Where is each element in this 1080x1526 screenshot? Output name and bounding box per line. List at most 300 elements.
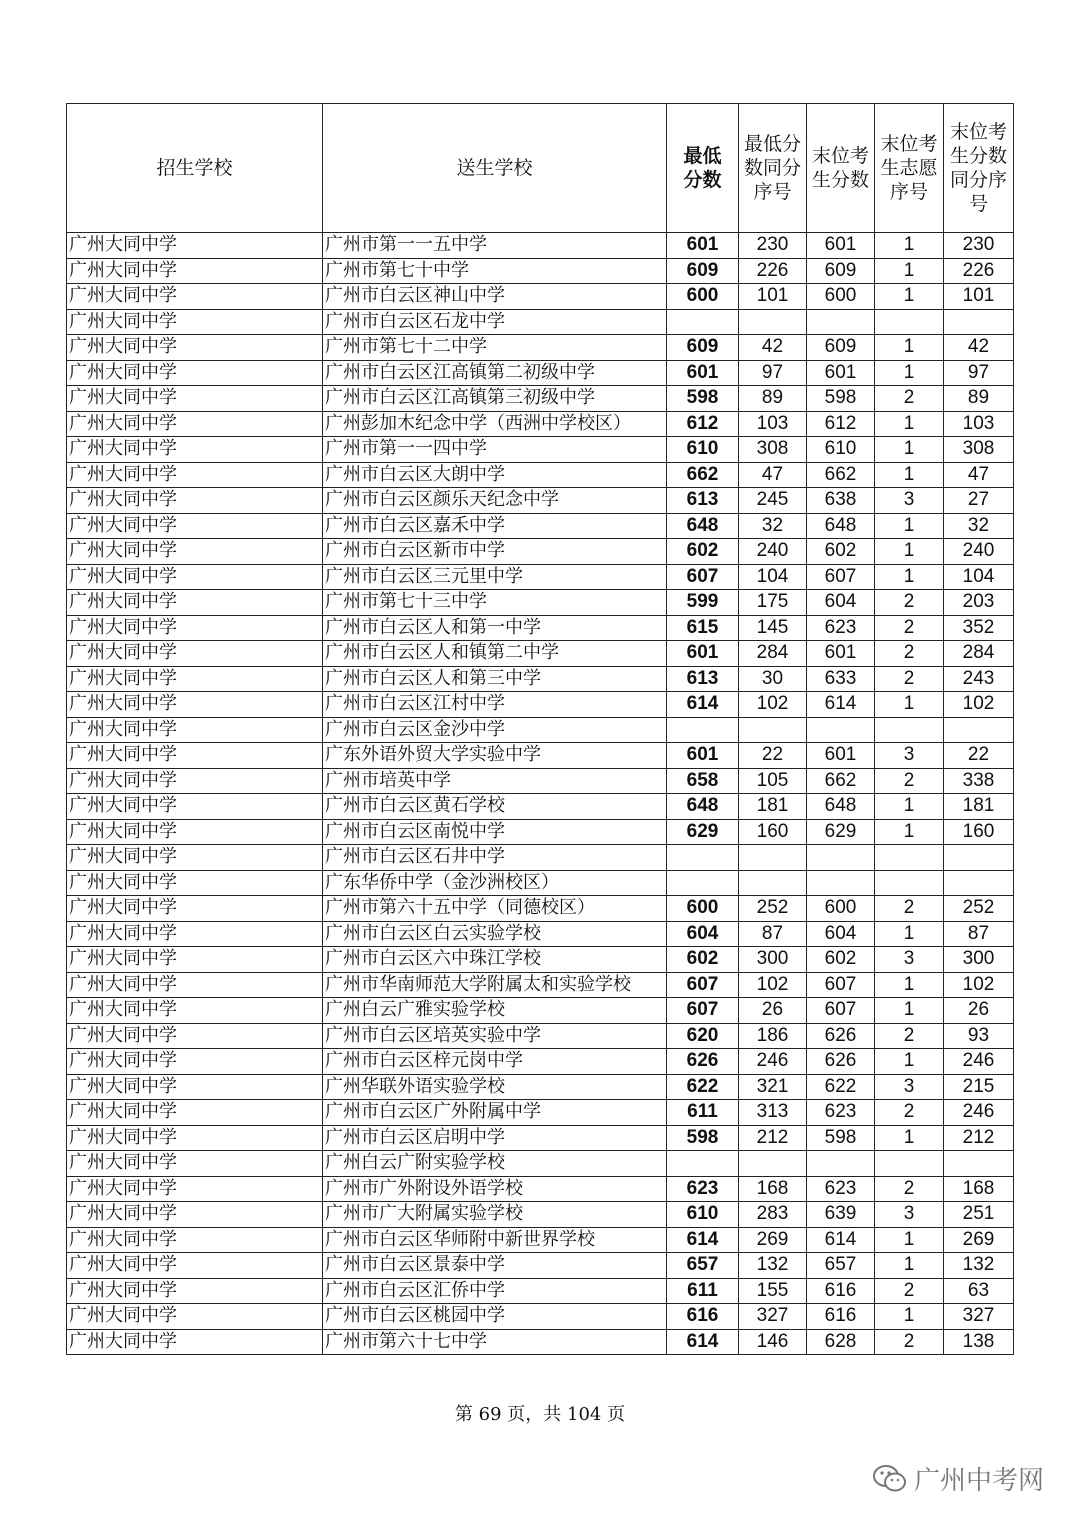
cell-last-wish-no: 1 xyxy=(875,437,944,463)
table-row xyxy=(67,794,1014,820)
cell-recruit-school: 广州大同中学 xyxy=(67,335,323,361)
cell-last-score: 602 xyxy=(807,539,875,565)
cell-last-wish-no: 2 xyxy=(875,1100,944,1126)
cell-sending-school: 广州市白云区启明中学 xyxy=(323,1125,667,1151)
cell-last-same-seq: 132 xyxy=(944,1253,1014,1279)
cell-last-score: 639 xyxy=(807,1202,875,1228)
cell-last-score: 616 xyxy=(807,1304,875,1330)
cell-min-score: 600 xyxy=(667,284,739,310)
cell-last-score: 648 xyxy=(807,794,875,820)
cell-last-score: 622 xyxy=(807,1074,875,1100)
table-row xyxy=(67,1278,1014,1304)
cell-recruit-school: 广州大同中学 xyxy=(67,717,323,743)
cell-last-same-seq xyxy=(944,717,1014,743)
cell-last-score: 623 xyxy=(807,615,875,641)
cell-last-wish-no: 2 xyxy=(875,615,944,641)
cell-recruit-school: 广州大同中学 xyxy=(67,921,323,947)
cell-last-score: 633 xyxy=(807,666,875,692)
cell-last-score xyxy=(807,309,875,335)
cell-last-same-seq: 47 xyxy=(944,462,1014,488)
cell-min-score-seq: 22 xyxy=(739,743,807,769)
cell-last-wish-no: 1 xyxy=(875,819,944,845)
cell-recruit-school: 广州大同中学 xyxy=(67,1329,323,1355)
cell-last-wish-no: 2 xyxy=(875,1329,944,1355)
watermark-text: 广州中考网 xyxy=(913,1466,1044,1496)
cell-min-score-seq: 89 xyxy=(739,386,807,412)
cell-recruit-school: 广州大同中学 xyxy=(67,641,323,667)
cell-last-score: 626 xyxy=(807,1023,875,1049)
table-row xyxy=(67,641,1014,667)
cell-last-score: 614 xyxy=(807,692,875,718)
cell-sending-school: 广州市白云区江高镇第三初级中学 xyxy=(323,386,667,412)
cell-sending-school: 广州市白云区华师附中新世界学校 xyxy=(323,1227,667,1253)
cell-last-same-seq: 284 xyxy=(944,641,1014,667)
cell-recruit-school: 广州大同中学 xyxy=(67,258,323,284)
cell-sending-school: 广州彭加木纪念中学（西洲中学校区） xyxy=(323,411,667,437)
cell-sending-school: 广州市白云区景泰中学 xyxy=(323,1253,667,1279)
cell-last-score: 657 xyxy=(807,1253,875,1279)
header-last-wish-no: 末位考生志愿序号 xyxy=(875,104,944,233)
cell-last-wish-no: 2 xyxy=(875,666,944,692)
cell-sending-school: 广州市第一一五中学 xyxy=(323,233,667,259)
cell-recruit-school: 广州大同中学 xyxy=(67,819,323,845)
table-row xyxy=(67,743,1014,769)
table-row xyxy=(67,768,1014,794)
cell-last-score: 604 xyxy=(807,921,875,947)
table-row xyxy=(67,1074,1014,1100)
table-header-row xyxy=(67,104,1014,233)
cell-last-score: 662 xyxy=(807,462,875,488)
cell-last-score: 648 xyxy=(807,513,875,539)
table-row xyxy=(67,921,1014,947)
cell-min-score: 610 xyxy=(667,1202,739,1228)
cell-min-score-seq: 101 xyxy=(739,284,807,310)
table-row xyxy=(67,947,1014,973)
header-last-same-seq: 末位考生分数同分序号 xyxy=(944,104,1014,233)
cell-last-same-seq: 338 xyxy=(944,768,1014,794)
cell-recruit-school: 广州大同中学 xyxy=(67,768,323,794)
cell-min-score-seq: 102 xyxy=(739,972,807,998)
cell-min-score: 601 xyxy=(667,360,739,386)
cell-last-same-seq: 32 xyxy=(944,513,1014,539)
cell-recruit-school: 广州大同中学 xyxy=(67,845,323,871)
table-row xyxy=(67,972,1014,998)
cell-recruit-school: 广州大同中学 xyxy=(67,411,323,437)
cell-last-same-seq: 251 xyxy=(944,1202,1014,1228)
cell-min-score: 604 xyxy=(667,921,739,947)
cell-min-score-seq: 212 xyxy=(739,1125,807,1151)
cell-recruit-school: 广州大同中学 xyxy=(67,1023,323,1049)
cell-recruit-school: 广州大同中学 xyxy=(67,233,323,259)
cell-min-score: 662 xyxy=(667,462,739,488)
table-row xyxy=(67,1100,1014,1126)
cell-recruit-school: 广州大同中学 xyxy=(67,1151,323,1177)
cell-min-score: 614 xyxy=(667,1227,739,1253)
cell-recruit-school: 广州大同中学 xyxy=(67,437,323,463)
cell-last-score: 598 xyxy=(807,386,875,412)
cell-last-score: 601 xyxy=(807,641,875,667)
cell-min-score: 600 xyxy=(667,896,739,922)
cell-last-wish-no: 2 xyxy=(875,1023,944,1049)
cell-sending-school: 广州市白云区大朗中学 xyxy=(323,462,667,488)
cell-min-score: 623 xyxy=(667,1176,739,1202)
cell-min-score-seq: 168 xyxy=(739,1176,807,1202)
cell-min-score-seq: 97 xyxy=(739,360,807,386)
cell-last-score: 616 xyxy=(807,1278,875,1304)
table-row xyxy=(67,666,1014,692)
header-min-score: 最低分数 xyxy=(667,104,739,233)
cell-min-score-seq: 102 xyxy=(739,692,807,718)
cell-sending-school: 广州市第七十中学 xyxy=(323,258,667,284)
cell-min-score-seq: 105 xyxy=(739,768,807,794)
cell-sending-school: 广州市白云区白云实验学校 xyxy=(323,921,667,947)
cell-last-wish-no: 1 xyxy=(875,360,944,386)
cell-last-same-seq: 168 xyxy=(944,1176,1014,1202)
cell-last-wish-no: 1 xyxy=(875,921,944,947)
table-row xyxy=(67,233,1014,259)
table-row xyxy=(67,1227,1014,1253)
cell-sending-school: 广州市第一一四中学 xyxy=(323,437,667,463)
cell-last-wish-no: 1 xyxy=(875,462,944,488)
cell-recruit-school: 广州大同中学 xyxy=(67,666,323,692)
cell-last-score: 601 xyxy=(807,360,875,386)
cell-last-score: 600 xyxy=(807,284,875,310)
header-recruit-school: 招生学校 xyxy=(67,104,323,233)
table-row xyxy=(67,1125,1014,1151)
cell-min-score-seq: 26 xyxy=(739,998,807,1024)
cell-min-score-seq: 313 xyxy=(739,1100,807,1126)
cell-last-wish-no: 1 xyxy=(875,284,944,310)
cell-min-score-seq: 42 xyxy=(739,335,807,361)
cell-min-score: 607 xyxy=(667,972,739,998)
table-row xyxy=(67,1329,1014,1355)
cell-min-score: 612 xyxy=(667,411,739,437)
cell-last-same-seq: 215 xyxy=(944,1074,1014,1100)
cell-min-score: 626 xyxy=(667,1049,739,1075)
cell-min-score-seq: 145 xyxy=(739,615,807,641)
cell-last-same-seq: 101 xyxy=(944,284,1014,310)
cell-sending-school: 广州市培英中学 xyxy=(323,768,667,794)
table-row xyxy=(67,539,1014,565)
cell-min-score: 616 xyxy=(667,1304,739,1330)
cell-sending-school: 广州市白云区广外附属中学 xyxy=(323,1100,667,1126)
cell-last-wish-no: 1 xyxy=(875,1125,944,1151)
cell-min-score: 657 xyxy=(667,1253,739,1279)
header-last-score: 末位考生分数 xyxy=(807,104,875,233)
cell-recruit-school: 广州大同中学 xyxy=(67,692,323,718)
cell-min-score: 611 xyxy=(667,1100,739,1126)
cell-sending-school: 广州市白云区黄石学校 xyxy=(323,794,667,820)
cell-last-score: 610 xyxy=(807,437,875,463)
cell-min-score-seq: 240 xyxy=(739,539,807,565)
cell-last-wish-no: 3 xyxy=(875,743,944,769)
cell-last-score: 638 xyxy=(807,488,875,514)
cell-recruit-school: 广州大同中学 xyxy=(67,539,323,565)
cell-min-score: 622 xyxy=(667,1074,739,1100)
cell-min-score: 620 xyxy=(667,1023,739,1049)
cell-recruit-school: 广州大同中学 xyxy=(67,360,323,386)
cell-last-score: 623 xyxy=(807,1100,875,1126)
cell-min-score: 613 xyxy=(667,666,739,692)
cell-last-same-seq xyxy=(944,845,1014,871)
table-body xyxy=(67,233,1014,1355)
cell-min-score: 648 xyxy=(667,513,739,539)
cell-last-wish-no: 3 xyxy=(875,488,944,514)
cell-last-score: 601 xyxy=(807,743,875,769)
cell-last-score: 609 xyxy=(807,258,875,284)
cell-sending-school: 广州市白云区人和第三中学 xyxy=(323,666,667,692)
cell-last-same-seq: 42 xyxy=(944,335,1014,361)
cell-min-score xyxy=(667,717,739,743)
table-row xyxy=(67,870,1014,896)
cell-min-score-seq: 30 xyxy=(739,666,807,692)
cell-min-score-seq: 226 xyxy=(739,258,807,284)
table-row xyxy=(67,717,1014,743)
cell-sending-school: 广州市白云区江村中学 xyxy=(323,692,667,718)
cell-min-score-seq xyxy=(739,870,807,896)
cell-last-same-seq: 89 xyxy=(944,386,1014,412)
cell-last-same-seq: 327 xyxy=(944,1304,1014,1330)
cell-sending-school: 广州市白云区梓元岗中学 xyxy=(323,1049,667,1075)
cell-last-wish-no: 2 xyxy=(875,590,944,616)
cell-min-score-seq: 245 xyxy=(739,488,807,514)
cell-last-wish-no: 2 xyxy=(875,641,944,667)
cell-last-wish-no: 1 xyxy=(875,1049,944,1075)
cell-min-score-seq xyxy=(739,845,807,871)
cell-last-wish-no: 2 xyxy=(875,386,944,412)
cell-recruit-school: 广州大同中学 xyxy=(67,1253,323,1279)
cell-last-score xyxy=(807,870,875,896)
cell-last-same-seq: 22 xyxy=(944,743,1014,769)
cell-last-score: 600 xyxy=(807,896,875,922)
table-row xyxy=(67,513,1014,539)
cell-last-same-seq: 97 xyxy=(944,360,1014,386)
cell-sending-school: 广东华侨中学（金沙洲校区） xyxy=(323,870,667,896)
cell-min-score xyxy=(667,870,739,896)
cell-last-same-seq: 102 xyxy=(944,692,1014,718)
cell-recruit-school: 广州大同中学 xyxy=(67,998,323,1024)
cell-last-wish-no: 2 xyxy=(875,1278,944,1304)
cell-recruit-school: 广州大同中学 xyxy=(67,513,323,539)
table-row xyxy=(67,845,1014,871)
cell-last-score: 628 xyxy=(807,1329,875,1355)
cell-last-score: 598 xyxy=(807,1125,875,1151)
cell-min-score-seq: 181 xyxy=(739,794,807,820)
cell-sending-school: 广州市广外附设外语学校 xyxy=(323,1176,667,1202)
cell-min-score-seq: 300 xyxy=(739,947,807,973)
cell-last-score: 626 xyxy=(807,1049,875,1075)
cell-min-score: 610 xyxy=(667,437,739,463)
cell-recruit-school: 广州大同中学 xyxy=(67,972,323,998)
cell-sending-school: 广州市白云区石井中学 xyxy=(323,845,667,871)
cell-last-wish-no xyxy=(875,870,944,896)
cell-min-score: 629 xyxy=(667,819,739,845)
cell-last-wish-no: 3 xyxy=(875,1074,944,1100)
cell-last-wish-no: 3 xyxy=(875,1202,944,1228)
cell-min-score: 614 xyxy=(667,1329,739,1355)
cell-min-score: 613 xyxy=(667,488,739,514)
cell-last-same-seq: 300 xyxy=(944,947,1014,973)
cell-sending-school: 广州华联外语实验学校 xyxy=(323,1074,667,1100)
page-footer: 第 69 页，共 104 页 xyxy=(454,1404,626,1425)
cell-min-score: 601 xyxy=(667,233,739,259)
cell-last-wish-no: 1 xyxy=(875,411,944,437)
cell-min-score-seq xyxy=(739,717,807,743)
cell-last-same-seq: 352 xyxy=(944,615,1014,641)
cell-min-score: 611 xyxy=(667,1278,739,1304)
cell-recruit-school: 广州大同中学 xyxy=(67,386,323,412)
cell-min-score: 602 xyxy=(667,947,739,973)
cell-last-same-seq xyxy=(944,1151,1014,1177)
table-row xyxy=(67,1151,1014,1177)
cell-min-score: 609 xyxy=(667,335,739,361)
cell-last-score xyxy=(807,717,875,743)
cell-recruit-school: 广州大同中学 xyxy=(67,1227,323,1253)
cell-recruit-school: 广州大同中学 xyxy=(67,1074,323,1100)
cell-min-score: 615 xyxy=(667,615,739,641)
cell-recruit-school: 广州大同中学 xyxy=(67,564,323,590)
cell-last-wish-no xyxy=(875,845,944,871)
cell-min-score-seq: 146 xyxy=(739,1329,807,1355)
table-row xyxy=(67,1253,1014,1279)
cell-last-score: 601 xyxy=(807,233,875,259)
cell-last-same-seq: 246 xyxy=(944,1100,1014,1126)
cell-last-same-seq: 102 xyxy=(944,972,1014,998)
cell-last-score: 614 xyxy=(807,1227,875,1253)
table-row xyxy=(67,1176,1014,1202)
cell-min-score-seq: 321 xyxy=(739,1074,807,1100)
cell-last-same-seq: 203 xyxy=(944,590,1014,616)
cell-min-score: 609 xyxy=(667,258,739,284)
cell-last-wish-no: 1 xyxy=(875,1253,944,1279)
cell-sending-school: 广州市白云区石龙中学 xyxy=(323,309,667,335)
cell-last-wish-no xyxy=(875,309,944,335)
header-sending-school: 送生学校 xyxy=(323,104,667,233)
cell-sending-school: 广州市白云区汇侨中学 xyxy=(323,1278,667,1304)
cell-last-same-seq: 212 xyxy=(944,1125,1014,1151)
cell-last-same-seq: 308 xyxy=(944,437,1014,463)
cell-last-wish-no: 1 xyxy=(875,692,944,718)
cell-min-score-seq: 104 xyxy=(739,564,807,590)
table-row xyxy=(67,590,1014,616)
cell-last-wish-no xyxy=(875,717,944,743)
cell-min-score: 614 xyxy=(667,692,739,718)
table-row xyxy=(67,1049,1014,1075)
cell-recruit-school: 广州大同中学 xyxy=(67,1176,323,1202)
cell-last-same-seq: 87 xyxy=(944,921,1014,947)
cell-min-score: 598 xyxy=(667,1125,739,1151)
cell-last-score: 607 xyxy=(807,998,875,1024)
cell-recruit-school: 广州大同中学 xyxy=(67,284,323,310)
cell-last-same-seq: 93 xyxy=(944,1023,1014,1049)
cell-recruit-school: 广州大同中学 xyxy=(67,615,323,641)
cell-sending-school: 广州市白云区颜乐天纪念中学 xyxy=(323,488,667,514)
cell-sending-school: 广州市白云区六中珠江学校 xyxy=(323,947,667,973)
table-row xyxy=(67,564,1014,590)
cell-sending-school: 广州市第七十二中学 xyxy=(323,335,667,361)
cell-sending-school: 广州市白云区新市中学 xyxy=(323,539,667,565)
table-row xyxy=(67,1304,1014,1330)
cell-min-score-seq xyxy=(739,309,807,335)
cell-last-score: 629 xyxy=(807,819,875,845)
cell-min-score-seq: 230 xyxy=(739,233,807,259)
cell-min-score xyxy=(667,845,739,871)
cell-sending-school: 广州白云广雅实验学校 xyxy=(323,998,667,1024)
table-row xyxy=(67,896,1014,922)
table-row xyxy=(67,819,1014,845)
cell-last-same-seq: 26 xyxy=(944,998,1014,1024)
score-table xyxy=(66,103,1014,1355)
cell-last-score: 604 xyxy=(807,590,875,616)
cell-last-same-seq: 246 xyxy=(944,1049,1014,1075)
cell-sending-school: 广州市广大附属实验学校 xyxy=(323,1202,667,1228)
cell-recruit-school: 广州大同中学 xyxy=(67,462,323,488)
cell-last-same-seq xyxy=(944,870,1014,896)
cell-recruit-school: 广州大同中学 xyxy=(67,794,323,820)
table-row xyxy=(67,488,1014,514)
cell-recruit-school: 广州大同中学 xyxy=(67,1049,323,1075)
cell-last-same-seq: 181 xyxy=(944,794,1014,820)
cell-last-same-seq: 243 xyxy=(944,666,1014,692)
cell-last-score: 609 xyxy=(807,335,875,361)
table-row xyxy=(67,360,1014,386)
cell-sending-school: 广州市白云区人和镇第二中学 xyxy=(323,641,667,667)
cell-last-same-seq: 230 xyxy=(944,233,1014,259)
cell-sending-school: 广州市白云区嘉禾中学 xyxy=(323,513,667,539)
cell-last-score xyxy=(807,1151,875,1177)
cell-min-score: 607 xyxy=(667,564,739,590)
cell-min-score xyxy=(667,1151,739,1177)
cell-recruit-school: 广州大同中学 xyxy=(67,1100,323,1126)
cell-recruit-school: 广州大同中学 xyxy=(67,1304,323,1330)
table-row xyxy=(67,1202,1014,1228)
cell-min-score-seq xyxy=(739,1151,807,1177)
cell-min-score-seq: 283 xyxy=(739,1202,807,1228)
table-row xyxy=(67,386,1014,412)
cell-sending-school: 广州市白云区人和第一中学 xyxy=(323,615,667,641)
cell-last-wish-no: 1 xyxy=(875,1304,944,1330)
cell-min-score-seq: 284 xyxy=(739,641,807,667)
cell-last-same-seq: 226 xyxy=(944,258,1014,284)
cell-last-wish-no: 1 xyxy=(875,564,944,590)
cell-last-score: 607 xyxy=(807,564,875,590)
cell-sending-school: 广州白云广附实验学校 xyxy=(323,1151,667,1177)
table-row xyxy=(67,437,1014,463)
cell-recruit-school: 广州大同中学 xyxy=(67,870,323,896)
cell-min-score-seq: 186 xyxy=(739,1023,807,1049)
table-row xyxy=(67,462,1014,488)
cell-recruit-school: 广州大同中学 xyxy=(67,309,323,335)
watermark xyxy=(872,1460,1044,1497)
cell-last-wish-no xyxy=(875,1151,944,1177)
cell-sending-school: 广州市第六十七中学 xyxy=(323,1329,667,1355)
cell-last-wish-no: 1 xyxy=(875,233,944,259)
cell-min-score-seq: 155 xyxy=(739,1278,807,1304)
header-min-score-seq: 最低分数同分序号 xyxy=(739,104,807,233)
table-row xyxy=(67,335,1014,361)
cell-sending-school: 广州市白云区神山中学 xyxy=(323,284,667,310)
cell-sending-school: 广州市第六十五中学（同德校区） xyxy=(323,896,667,922)
cell-min-score-seq: 308 xyxy=(739,437,807,463)
cell-sending-school: 广州市华南师范大学附属太和实验学校 xyxy=(323,972,667,998)
cell-recruit-school: 广州大同中学 xyxy=(67,896,323,922)
cell-last-same-seq: 27 xyxy=(944,488,1014,514)
cell-sending-school: 广州市白云区金沙中学 xyxy=(323,717,667,743)
cell-min-score-seq: 246 xyxy=(739,1049,807,1075)
cell-last-wish-no: 2 xyxy=(875,1176,944,1202)
table-row xyxy=(67,692,1014,718)
cell-min-score: 599 xyxy=(667,590,739,616)
